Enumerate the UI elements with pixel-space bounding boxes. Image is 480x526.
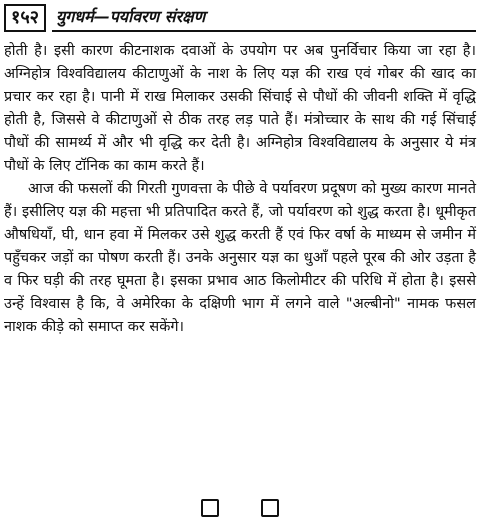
end-of-section-marks [0, 496, 480, 520]
body-text [4, 40, 476, 339]
running-title: युगधर्म—पर्यावरण संरक्षण [52, 4, 476, 32]
square-ornament-icon [261, 499, 279, 517]
square-ornament-icon [201, 499, 219, 517]
paragraph: होती है। इसी कारण कीटनाशक दवाओं के उपयोग पर अब पुनर्विचार किया जा रहा है। अग्निहोत्र विश्वविद्यालय कीटाणुओं के नाश के लिए यज्ञ की राख एवं गोबर की खाद का प्रचार कर रहा है। पानी में राख मिलाकर उसकी सिंचाई से पौधों की जीवनी शक्ति में वृद्धि होती है, जिससे वे कीटाणुओं से ठीक तरह लड़ पाते हैं। मंत्रोच्चार के साथ की गई सिंचाई पौधों की सामर्थ्य में और भी वृद्धि कर देती है। अग्निहोत्र विश्वविद्यालय के अनुसार ये मंत्र पौधों के लिए टॉनिक का काम करते हैं। [4, 43, 476, 174]
page-header [4, 4, 476, 34]
page-number: १५२ [4, 4, 46, 32]
paragraph: आज की फसलों की गिरती गुणवत्ता के पीछे वे पर्यावरण प्रदूषण को मुख्य कारण मानते हैं। इसीलिए यज्ञ की महत्ता भी प्रतिपादित करते हैं, जो पर्यावरण को शुद्ध करता है। धूमीकृत औषधियाँ, घी, धान हवा में मिलकर उसे शुद्ध करती हैं एवं फिर वर्षा के माध्यम से जमीन में पहुँचकर जड़ों का पोषण करती हैं। उनके अनुसार यज्ञ का धुआँ पहले पूरब की ओर उड़ता है व फिर घड़ी की तरह घूमता है। इसका प्रभाव आठ किलोमीटर की परिधि में होता है। इससे उन्हें विश्वास है कि, वे अमेरिका के दक्षिणी भाग में लगने वाले "अल्बीनो" नामक फसल नाशक कीड़े को समाप्त कर सकेंगे। [4, 181, 476, 335]
